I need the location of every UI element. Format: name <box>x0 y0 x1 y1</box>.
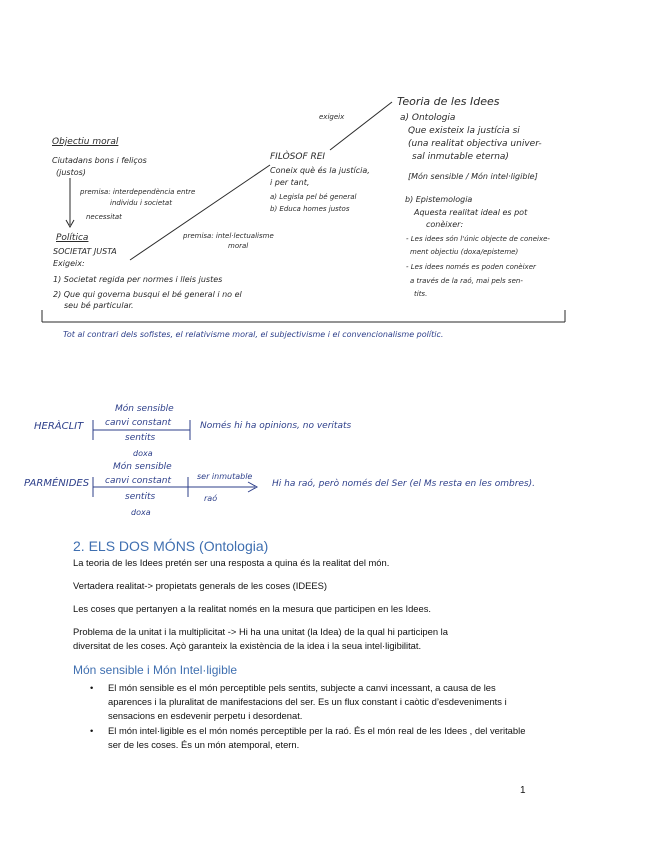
teoria-idees-title: Teoria de les Idees <box>397 95 500 108</box>
ontologia-line-4: [Món sensible / Món intel·ligible] <box>408 172 538 181</box>
premisa2-line1: premisa: intel·lectualisme <box>183 232 274 240</box>
page-number: 1 <box>520 785 526 796</box>
heraclit-doxa: doxa <box>133 449 153 458</box>
epistemologia-line-4: ment objectiu (doxa/episteme) <box>410 248 519 256</box>
section-heading: 2. ELS DOS MÓNS (Ontologia) <box>73 538 269 554</box>
parmenides-canvi-constant: canvi constant <box>105 476 171 486</box>
epistemologia-line-2: conèixer: <box>426 220 464 229</box>
filosof-rei-label: FILÒSOF REI <box>270 152 326 162</box>
heraclit-canvi-constant: canvi constant <box>105 418 171 428</box>
premisa1-line2: individu i societat <box>110 199 172 207</box>
bottom-summary: Tot al contrari dels sofistes, el relativisme moral, el subjectivisme i el convencionalisme polític. <box>63 330 444 339</box>
bullet-marker-2: • <box>90 725 94 736</box>
filosof-line-2: i per tant, <box>270 178 310 187</box>
filosof-line-3: a) Legisla pel bé general <box>270 193 357 201</box>
premisa2-line2: moral <box>228 242 249 250</box>
ontologia-line-2: (una realitat objectiva univer- <box>408 139 542 149</box>
ontologia-line-3: sal inmutable eterna) <box>412 152 509 162</box>
filosof-line-1: Coneix què és la justícia, <box>270 166 370 175</box>
heraclit-sentits: sentits <box>125 433 156 443</box>
societat-justa-label: SOCIETAT JUSTA <box>53 247 117 256</box>
paragraph-3: Les coses que pertanyen a la realitat només en la mesura que participen en les Idees. <box>73 603 432 614</box>
paragraph-4b: diversitat de les coses. Açò garanteix la existència de la idea i la seua intel·ligibilitat. <box>73 640 422 651</box>
paragraph-1: La teoria de les Idees pretén ser una resposta a quina és la realitat del món. <box>73 557 390 568</box>
ontologia-label: a) Ontologia <box>400 113 456 123</box>
politica-point-1: 1) Societat regida per normes i lleis justes <box>53 275 223 284</box>
epistemologia-label: b) Epistemologia <box>405 195 473 204</box>
filosof-line-4: b) Educa homes justos <box>270 205 350 213</box>
paragraph-2: Vertadera realitat-> propietats generals de les coses (IDEES) <box>73 580 328 591</box>
parmenides-rao: raó <box>204 494 218 503</box>
necessitat-text: necessitat <box>86 213 122 221</box>
politica-point-2b: seu bé particular. <box>64 301 134 310</box>
exigeix-label-2: exigeix <box>319 113 345 121</box>
parmenides-doxa: doxa <box>131 508 151 517</box>
paragraph-4a: Problema de la unitat i la multiplicitat -> Hi ha una unitat (la Idea) de la qual hi participen la <box>73 626 448 637</box>
heraclit-mon-sensible: Món sensible <box>115 404 174 414</box>
bullet-text-1: El món sensible es el món perceptible pels sentits, subjecte a canvi incessant, a causa de les aparences i la pluralitat de manifestacions del ser. Es un flux constant i caòtic d’esdeveniments i sensacions en esdevenir perpetu i desordenat. <box>108 682 507 721</box>
objectiu-moral-label: Objectiu moral <box>52 137 119 147</box>
parmenides-label: PARMÉNIDES <box>24 478 90 489</box>
heraclit-label: HERÀCLIT <box>34 421 84 432</box>
epistemologia-line-5: - Les idees només es poden conèixer <box>406 263 536 271</box>
epistemologia-line-1: Aquesta realitat ideal es pot <box>414 208 528 217</box>
epistemologia-line-6: a través de la raó, mai pels sen- <box>410 277 523 285</box>
bullet-text-2: El món intel·ligible es el món només perceptible per la raó. És el món real de les Idees , del veritable ser de les coses. És un món atemporal, etern. <box>108 725 526 750</box>
justos-text: (justos) <box>56 168 86 177</box>
premisa1-line1: premisa: interdependència entre <box>80 188 196 196</box>
ciutadans-text: Ciutadans bons i feliços <box>52 156 147 165</box>
parmenides-ser-inmutable: ser inmutable <box>197 472 253 481</box>
ontologia-line-1: Que existeix la justícia si <box>408 126 520 136</box>
bullet-marker-1: • <box>90 682 94 693</box>
epistemologia-line-3: - Les idees són l'únic objecte de coneixe- <box>406 235 550 243</box>
epistemologia-line-7: tits. <box>414 290 428 298</box>
parmenides-result: Hi ha raó, però només del Ser (el Ms resta en les ombres). <box>272 479 535 489</box>
parmenides-mon-sensible: Món sensible <box>113 462 172 472</box>
exigeix-label-1: Exigeix: <box>53 259 85 268</box>
politica-label: Política <box>56 233 89 243</box>
subheading: Món sensible i Món Intel·ligible <box>73 663 238 677</box>
politica-point-2a: 2) Que qui governa busqui el bé general i no el <box>53 290 242 299</box>
heraclit-result: Només hi ha opinions, no veritats <box>200 421 352 431</box>
parmenides-sentits: sentits <box>125 492 156 502</box>
